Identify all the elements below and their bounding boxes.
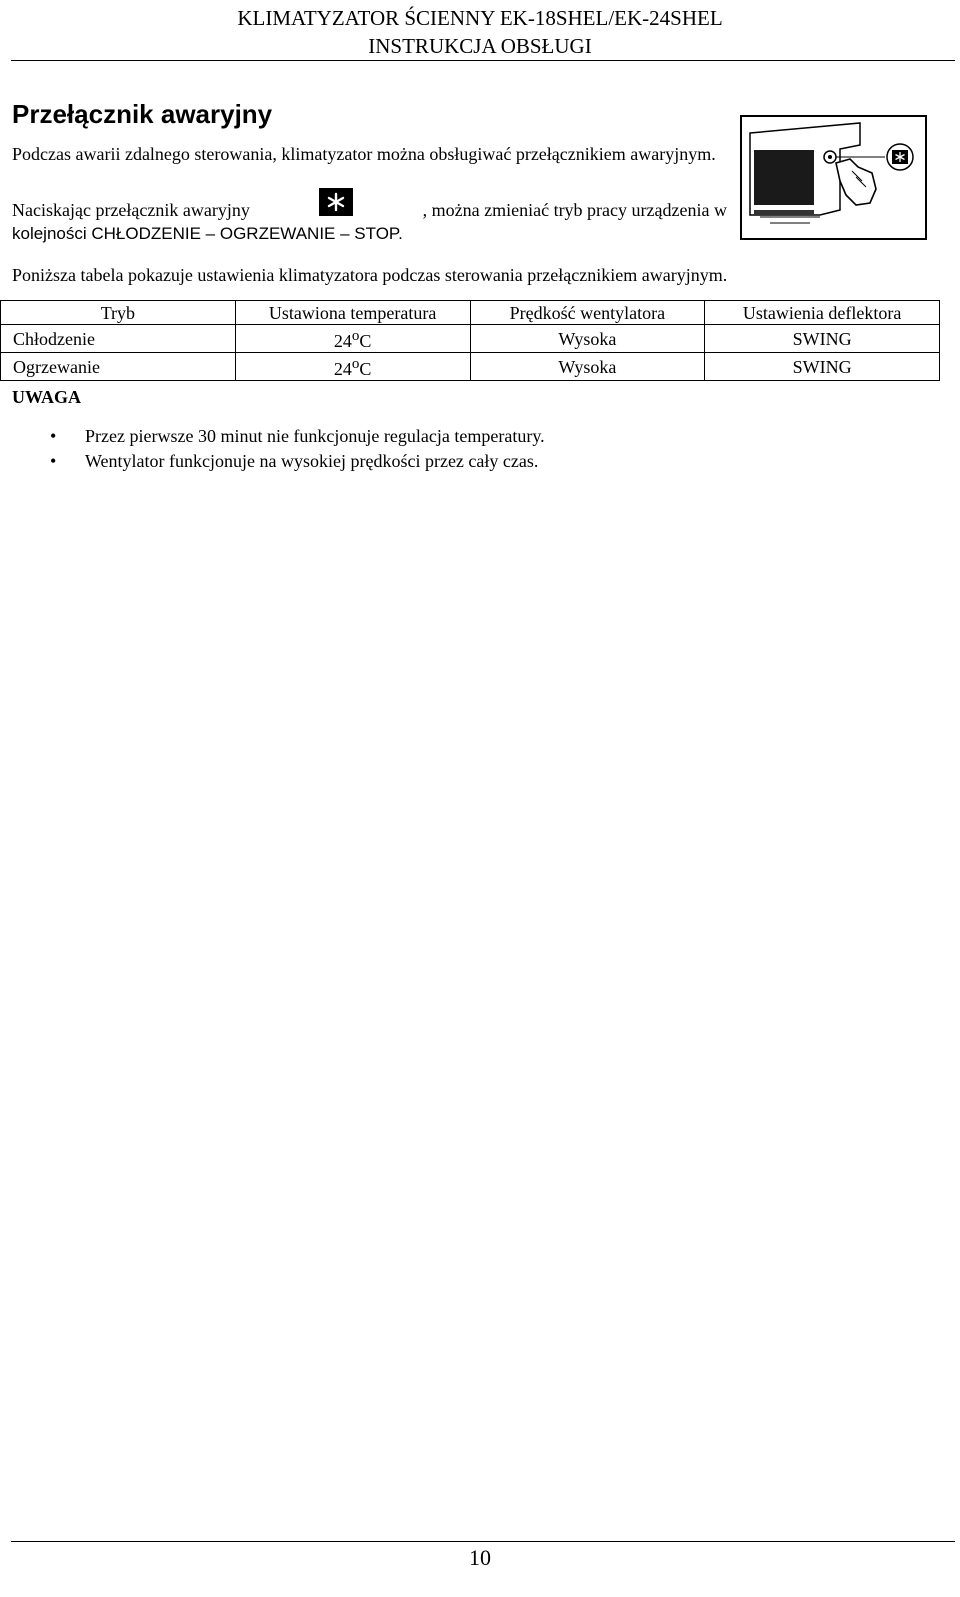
temp-value: 24 bbox=[333, 331, 352, 351]
temp-unit: C bbox=[359, 359, 372, 379]
cell-mode: Ogrzewanie bbox=[1, 353, 236, 381]
page-header bbox=[0, 4, 960, 60]
instruction-text-end: , można zmieniać tryb pracy urządzenia w bbox=[422, 200, 727, 220]
section-title: Przełącznik awaryjny bbox=[12, 99, 273, 129]
instruction-paragraph bbox=[12, 198, 727, 246]
temp-degree: o bbox=[351, 328, 360, 344]
header-subtitle: INSTRUKCJA OBSŁUGI bbox=[368, 34, 592, 58]
header-mode: Tryb bbox=[1, 301, 236, 325]
temp-unit: C bbox=[359, 331, 372, 351]
cell-fan-speed: Wysoka bbox=[470, 325, 705, 353]
cell-deflector: SWING bbox=[705, 353, 940, 381]
temp-degree: o bbox=[351, 356, 360, 372]
table-header-row bbox=[1, 301, 940, 325]
header-temperature: Ustawiona temperatura bbox=[235, 301, 470, 325]
mode-sequence: kolejności CHŁODZENIE – OGRZEWANIE – STOP. bbox=[12, 224, 403, 243]
page-number: 10 bbox=[469, 1545, 491, 1570]
bullet-marker: • bbox=[50, 451, 57, 471]
bullet-marker: • bbox=[50, 426, 57, 446]
cell-fan-speed: Wysoka bbox=[470, 353, 705, 381]
instruction-text-start: Naciskając przełącznik awaryjny bbox=[12, 200, 250, 220]
footer-divider bbox=[11, 1541, 955, 1542]
header-fan-speed: Prędkość wentylatora bbox=[470, 301, 705, 325]
temp-value: 24 bbox=[333, 359, 352, 379]
header-divider bbox=[11, 60, 955, 61]
emergency-settings-table bbox=[0, 300, 940, 381]
note-text: Wentylator funkcjonuje na wysokiej prędkości przez cały czas. bbox=[85, 451, 539, 471]
cell-mode: Chłodzenie bbox=[1, 325, 236, 353]
cell-temperature bbox=[235, 325, 470, 353]
intro-paragraph: Podczas awarii zdalnego sterowania, klimatyzator można obsługiwać przełącznikiem awaryjnym. bbox=[12, 144, 716, 164]
cell-temperature bbox=[235, 353, 470, 381]
note-heading: UWAGA bbox=[12, 387, 82, 407]
header-deflector: Ustawienia deflektora bbox=[705, 301, 940, 325]
table-intro: Poniższa tabela pokazuje ustawienia klimatyzatora podczas sterowania przełącznikiem awaryjnym. bbox=[12, 265, 728, 285]
list-item bbox=[0, 449, 545, 474]
cell-deflector: SWING bbox=[705, 325, 940, 353]
snowflake-button-icon bbox=[319, 188, 353, 216]
list-item bbox=[0, 424, 545, 449]
table-row bbox=[1, 325, 940, 353]
note-text: Przez pierwsze 30 minut nie funkcjonuje regulacja temperatury. bbox=[85, 426, 545, 446]
header-title: KLIMATYZATOR ŚCIENNY EK-18SHEL/EK-24SHEL bbox=[237, 6, 723, 30]
emergency-switch-illustration bbox=[740, 115, 927, 240]
note-list bbox=[0, 424, 545, 474]
table-row bbox=[1, 353, 940, 381]
